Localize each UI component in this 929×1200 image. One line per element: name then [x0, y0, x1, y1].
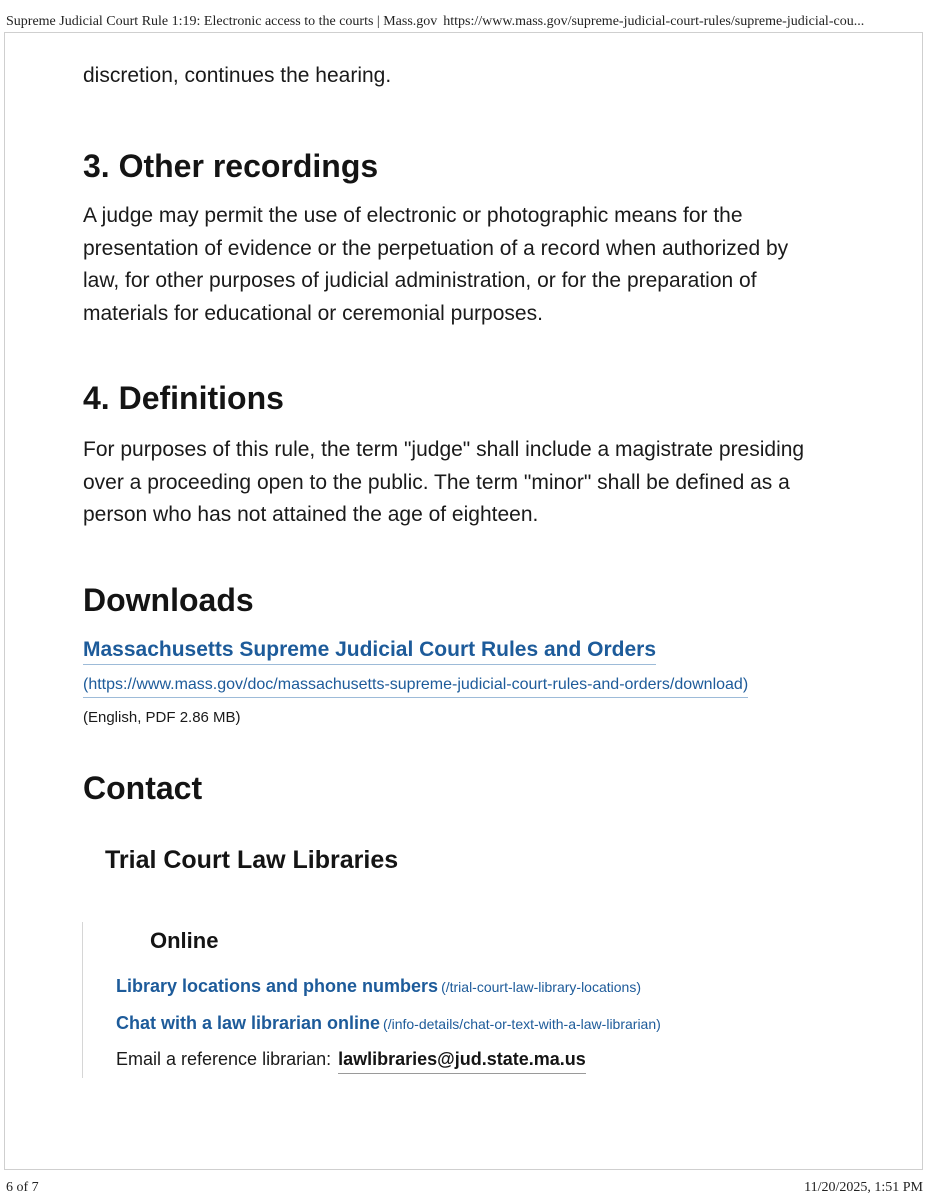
print-header	[6, 14, 925, 30]
chat-librarian-url[interactable]: (/info-details/chat-or-text-with-a-law-librarian)	[383, 1016, 661, 1032]
body-line: person who has not attained the age of eighteen.	[83, 503, 539, 526]
section-body-other-recordings	[83, 200, 843, 330]
library-locations-url[interactable]: (/trial-court-law-library-locations)	[441, 979, 641, 995]
contact-link-row	[116, 976, 641, 997]
print-footer-datetime: 11/20/2025, 1:51 PM	[804, 1180, 923, 1195]
contact-link-row	[116, 1013, 661, 1034]
body-line: A judge may permit the use of electronic or photographic means for the	[83, 204, 743, 227]
contact-email-row	[116, 1049, 586, 1070]
body-line: For purposes of this rule, the term "judge" shall include a magistrate presiding	[83, 438, 805, 461]
print-header-url[interactable]: https://www.mass.gov/supreme-judicial-court-rules/supreme-judicial-cou...	[443, 14, 865, 29]
downloads-heading: Downloads	[83, 582, 254, 618]
download-meta: (English, PDF 2.86 MB)	[83, 709, 241, 726]
contact-heading: Contact	[83, 770, 203, 806]
body-line: over a proceeding open to the public. The term "minor" shall be defined as a	[83, 470, 790, 494]
print-header-title: Supreme Judicial Court Rule 1:19: Electronic access to the courts | Mass.gov	[6, 14, 438, 29]
section-heading-other-recordings: 3. Other recordings	[83, 148, 379, 184]
email-link[interactable]: lawlibraries@jud.state.ma.us	[338, 1049, 586, 1074]
continuation-text: discretion, continues the hearing.	[83, 64, 392, 87]
chat-librarian-link[interactable]: Chat with a law librarian online	[116, 1013, 381, 1033]
contact-subheading-online: Online	[150, 928, 219, 953]
library-locations-link[interactable]: Library locations and phone numbers	[116, 976, 439, 996]
body-line: law, for other purposes of judicial administration, or for the preparation of	[83, 269, 757, 292]
body-line: materials for educational or ceremonial purposes.	[83, 301, 543, 325]
section-heading-definitions: 4. Definitions	[83, 380, 284, 416]
body-line: presentation of evidence or the perpetuation of a record when authorized by	[83, 236, 789, 260]
section-body-definitions	[83, 434, 843, 532]
download-link-url[interactable]: (https://www.mass.gov/doc/massachusetts-supreme-judicial-court-rules-and-orders/download)	[83, 676, 748, 698]
contact-org-name: Trial Court Law Libraries	[105, 846, 399, 874]
email-label: Email a reference librarian:	[116, 1049, 332, 1069]
contact-divider	[82, 922, 83, 1078]
print-footer-page: 6 of 7	[6, 1180, 39, 1195]
download-link[interactable]: Massachusetts Supreme Judicial Court Rules and Orders	[83, 638, 656, 665]
